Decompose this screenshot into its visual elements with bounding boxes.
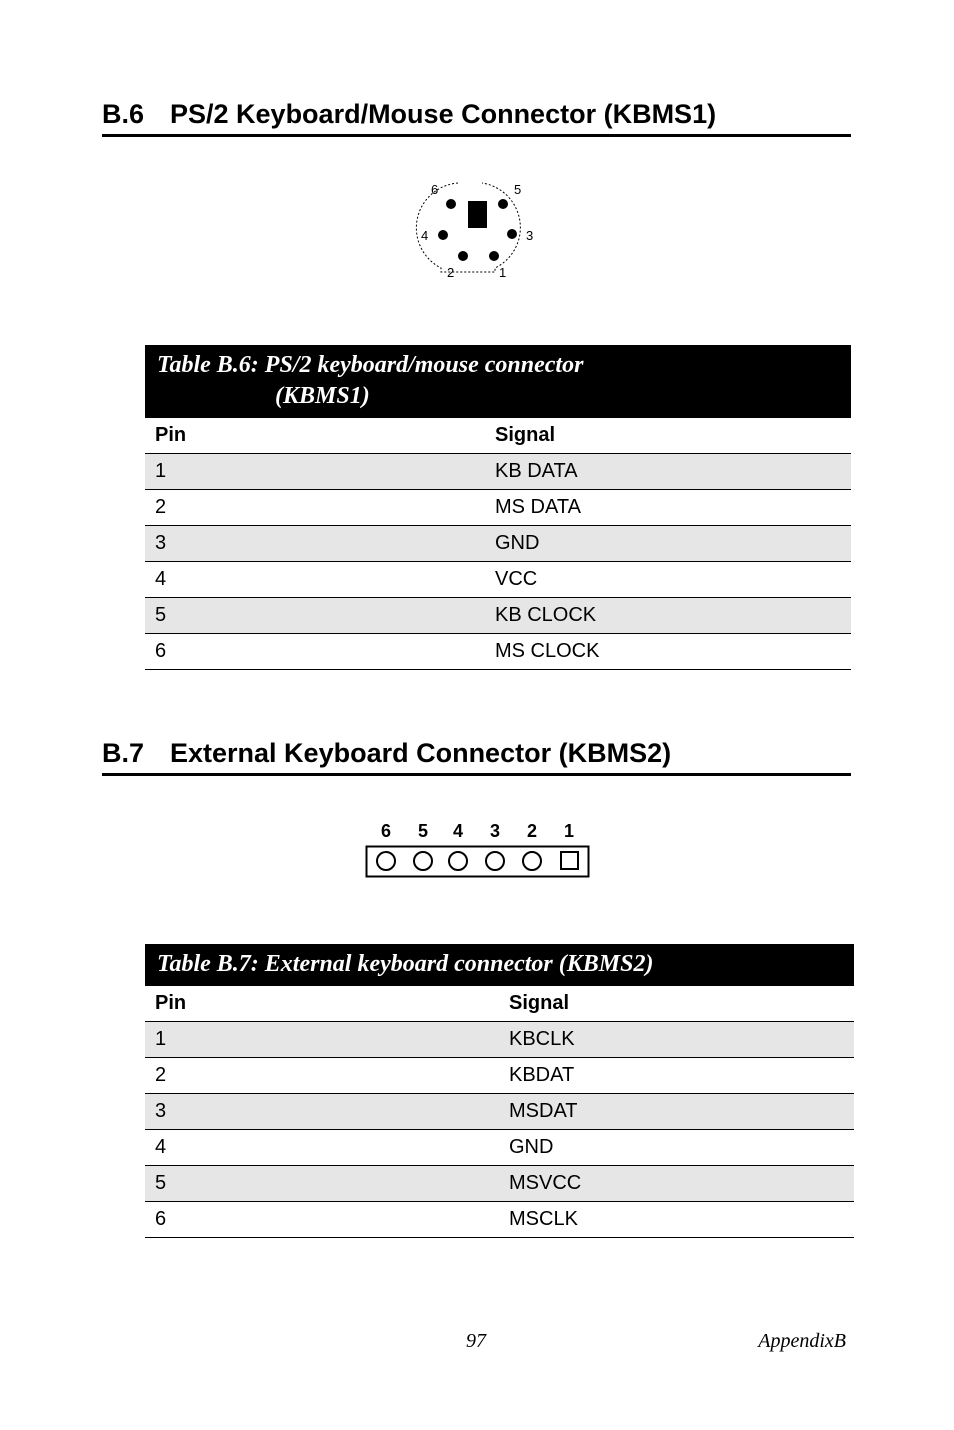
section-b6-number: B.6: [102, 99, 145, 129]
signal-cell: KBDAT: [499, 1058, 854, 1094]
signal-cell: MSVCC: [499, 1166, 854, 1202]
footer-section-label: AppendixB: [758, 1330, 846, 1352]
pin-6-dot: [446, 199, 456, 209]
table-row: [145, 1094, 854, 1130]
table-row: [145, 562, 851, 598]
pin-label: 4: [452, 821, 464, 841]
pin-5-dot: [498, 199, 508, 209]
pin-label: 3: [489, 821, 501, 841]
signal-cell: KBCLK: [499, 1022, 854, 1058]
table-row: [145, 1058, 854, 1094]
signal-cell: MSCLK: [499, 1202, 854, 1238]
table-row: [145, 598, 851, 634]
table-b6-grid: [145, 418, 851, 670]
page-number: 97: [466, 1330, 486, 1352]
pin-1-dot: [489, 251, 499, 261]
pin-label: 1: [499, 265, 507, 280]
section-b7-title: External Keyboard Connector (KBMS2): [170, 738, 672, 768]
table-header-row: [145, 986, 854, 1022]
signal-cell: KB DATA: [485, 454, 851, 490]
signal-cell: MSDAT: [499, 1094, 854, 1130]
table-row: [145, 490, 851, 526]
pin-3-dot: [507, 229, 517, 239]
pin-label: 5: [514, 182, 522, 197]
pin-cell: 6: [145, 1202, 499, 1238]
pin-label: 2: [526, 821, 538, 841]
pin-label: 6: [380, 821, 392, 841]
table-row: [145, 1130, 854, 1166]
column-header-pin: Pin: [145, 986, 499, 1022]
table-b7-grid: [145, 986, 854, 1238]
pin-cell: 3: [145, 526, 485, 562]
signal-cell: VCC: [485, 562, 851, 598]
pin-label: 1: [563, 821, 575, 841]
pin-label: 5: [417, 821, 429, 841]
table-b7-caption: [145, 944, 854, 986]
pin-cell: 4: [145, 562, 485, 598]
pin-cell: 6: [145, 634, 485, 670]
signal-cell: GND: [485, 526, 851, 562]
column-header-signal: Signal: [485, 418, 851, 454]
pin-label: 3: [526, 228, 534, 243]
table-row: [145, 634, 851, 670]
table-b6-caption-line2: (KBMS1): [275, 383, 370, 409]
section-b6-heading: [102, 98, 851, 137]
ps2-connector-diagram: [410, 175, 550, 285]
pin-4-dot: [438, 230, 448, 240]
signal-cell: MS DATA: [485, 490, 851, 526]
table-b7: [145, 944, 854, 1238]
table-row: [145, 1022, 854, 1058]
pin-label: 4: [421, 228, 429, 243]
pin-cell: 1: [145, 454, 485, 490]
pin-cell: 2: [145, 490, 485, 526]
table-b6-caption: [145, 345, 851, 418]
table-header-row: [145, 418, 851, 454]
pin-cell: 1: [145, 1022, 499, 1058]
section-b6-title: PS/2 Keyboard/Mouse Connector (KBMS1): [170, 99, 717, 129]
pin-cell: 3: [145, 1094, 499, 1130]
signal-cell: GND: [499, 1130, 854, 1166]
section-b7-heading: [102, 737, 851, 776]
table-b6-caption-line1: Table B.6: PS/2 keyboard/mouse connector: [157, 352, 584, 378]
pin-cell: 5: [145, 598, 485, 634]
signal-cell: KB CLOCK: [485, 598, 851, 634]
pin-cell: 5: [145, 1166, 499, 1202]
table-row: [145, 526, 851, 562]
table-row: [145, 1202, 854, 1238]
signal-cell: MS CLOCK: [485, 634, 851, 670]
pin-2-dot: [458, 251, 468, 261]
table-b6: [145, 345, 851, 670]
pin-label: 6: [431, 182, 439, 197]
column-header-signal: Signal: [499, 986, 854, 1022]
table-row: [145, 1166, 854, 1202]
header-connector-diagram: [360, 815, 600, 885]
section-b7-number: B.7: [102, 738, 145, 768]
table-b7-caption-text: Table B.7: External keyboard connector (KBMS2): [157, 951, 654, 977]
pin-label: 2: [447, 265, 455, 280]
column-header-pin: Pin: [145, 418, 485, 454]
table-row: [145, 454, 851, 490]
pin-cell: 2: [145, 1058, 499, 1094]
pin-cell: 4: [145, 1130, 499, 1166]
